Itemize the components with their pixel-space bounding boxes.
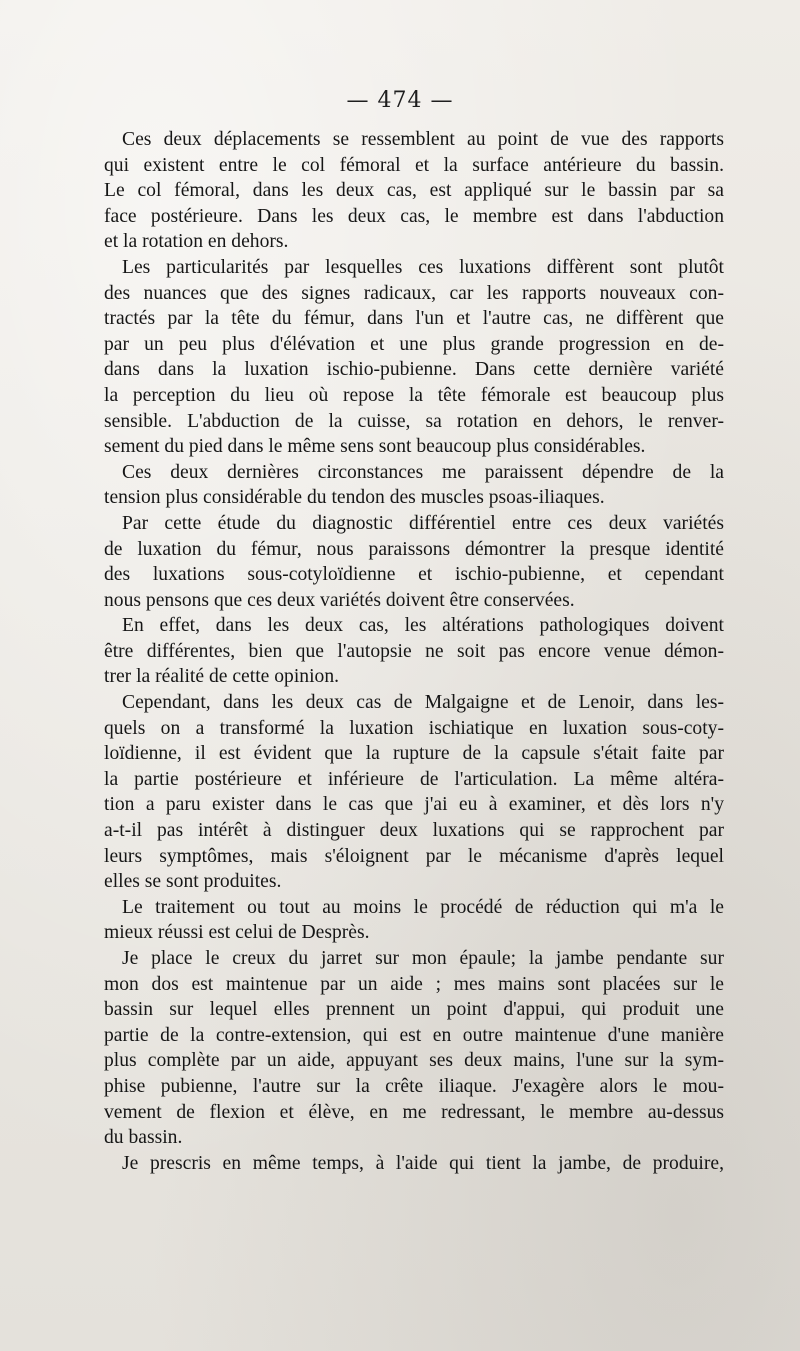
text-line: de luxation du fémur, nous paraissons démontrer la presque identité bbox=[104, 538, 724, 560]
text-line: mieux réussi est celui de Desprès. bbox=[104, 922, 370, 944]
text-line: Je place le creux du jarret sur mon épaule; la jambe pendante sur bbox=[122, 948, 724, 969]
text-line: a-t-il pas intérêt à distinguer deux luxations qui se rapprochent par bbox=[104, 820, 724, 842]
text-line: sensible. L'abduction de la cuisse, sa rotation en dehors, le renver- bbox=[104, 410, 724, 432]
text-line: sement du pied dans le même sens sont beaucoup plus considérables. bbox=[104, 436, 646, 458]
text-line: nous pensons que ces deux variétés doivent être conservées. bbox=[104, 589, 575, 611]
text-line: phise pubienne, l'autre sur la crête iliaque. J'exagère alors le mou- bbox=[104, 1075, 724, 1097]
text-line: et la rotation en dehors. bbox=[104, 231, 289, 253]
text-line: la partie postérieure et inférieure de l'articulation. La même altéra- bbox=[104, 768, 724, 790]
text-line: tractés par la tête du fémur, dans l'un et l'autre cas, ne diffèrent que bbox=[104, 308, 724, 330]
text-line: qui existent entre le col fémoral et la surface antérieure du bassin. bbox=[104, 154, 724, 176]
text-line: des luxations sous-cotyloïdienne et ischio-pubienne, et cependant bbox=[104, 564, 724, 586]
text-line: Le traitement ou tout au moins le procédé de réduction qui m'a le bbox=[122, 896, 724, 918]
text-line: Je prescris en même temps, à l'aide qui tient la jambe, de produire, bbox=[122, 1152, 724, 1174]
text-line: dans dans la luxation ischio-pubienne. Dans cette dernière variété bbox=[104, 359, 724, 381]
body-text bbox=[104, 127, 724, 1176]
text-line: plus complète par un aide, appuyant ses deux mains, l'une sur la sym- bbox=[104, 1050, 724, 1072]
text-line: En effet, dans les deux cas, les altérations pathologiques doivent bbox=[122, 615, 724, 637]
text-line: par un peu plus d'élévation et une plus grande progression en de- bbox=[104, 333, 724, 355]
text-line: bassin sur lequel elles prennent un point d'appui, qui produit une bbox=[104, 999, 724, 1021]
text-line: mon dos est maintenue par un aide ; mes mains sont placées sur le bbox=[104, 973, 724, 995]
text-line: du bassin. bbox=[104, 1127, 183, 1149]
text-line: elles se sont produites. bbox=[104, 871, 282, 893]
text-line: la perception du lieu où repose la tête fémorale est beaucoup plus bbox=[104, 384, 724, 406]
text-line: face postérieure. Dans les deux cas, le membre est dans l'abduction bbox=[104, 205, 724, 227]
text-line: Les particularités par lesquelles ces luxations diffèrent sont plutôt bbox=[122, 256, 724, 278]
page-number: — 474 — bbox=[346, 88, 454, 113]
text-line: Par cette étude du diagnostic différentiel entre ces deux variétés bbox=[122, 512, 724, 534]
text-line: loïdienne, il est évident que la rupture de la capsule s'était faite par bbox=[104, 743, 724, 765]
text-line: Ces deux déplacements se ressemblent au point de vue des rapports bbox=[122, 129, 724, 150]
text-line: Le col fémoral, dans les deux cas, est appliqué sur le bassin par sa bbox=[104, 180, 724, 202]
text-line: quels on a transformé la luxation ischiatique en luxation sous-coty- bbox=[104, 717, 724, 739]
text-line: être différentes, bien que l'autopsie ne soit pas encore venue démon- bbox=[104, 640, 724, 662]
text-line: leurs symptômes, mais s'éloignent par le mécanisme d'après lequel bbox=[104, 845, 724, 867]
text-line: Ces deux dernières circonstances me paraissent dépendre de la bbox=[122, 461, 724, 483]
text-line: partie de la contre-extension, qui est en outre maintenue d'une manière bbox=[104, 1024, 724, 1046]
text-line: Cependant, dans les deux cas de Malgaigne et de Lenoir, dans les- bbox=[122, 692, 724, 714]
text-line: tion a paru exister dans le cas que j'ai eu à examiner, et dès lors n'y bbox=[104, 794, 724, 816]
text-line: vement de flexion et élève, en me redressant, le membre au-dessus bbox=[104, 1101, 724, 1123]
text-line: tension plus considérable du tendon des muscles psoas-iliaques. bbox=[104, 487, 605, 509]
text-line: trer la réalité de cette opinion. bbox=[104, 666, 340, 688]
text-line: des nuances que des signes radicaux, car les rapports nouveaux con- bbox=[104, 282, 724, 304]
